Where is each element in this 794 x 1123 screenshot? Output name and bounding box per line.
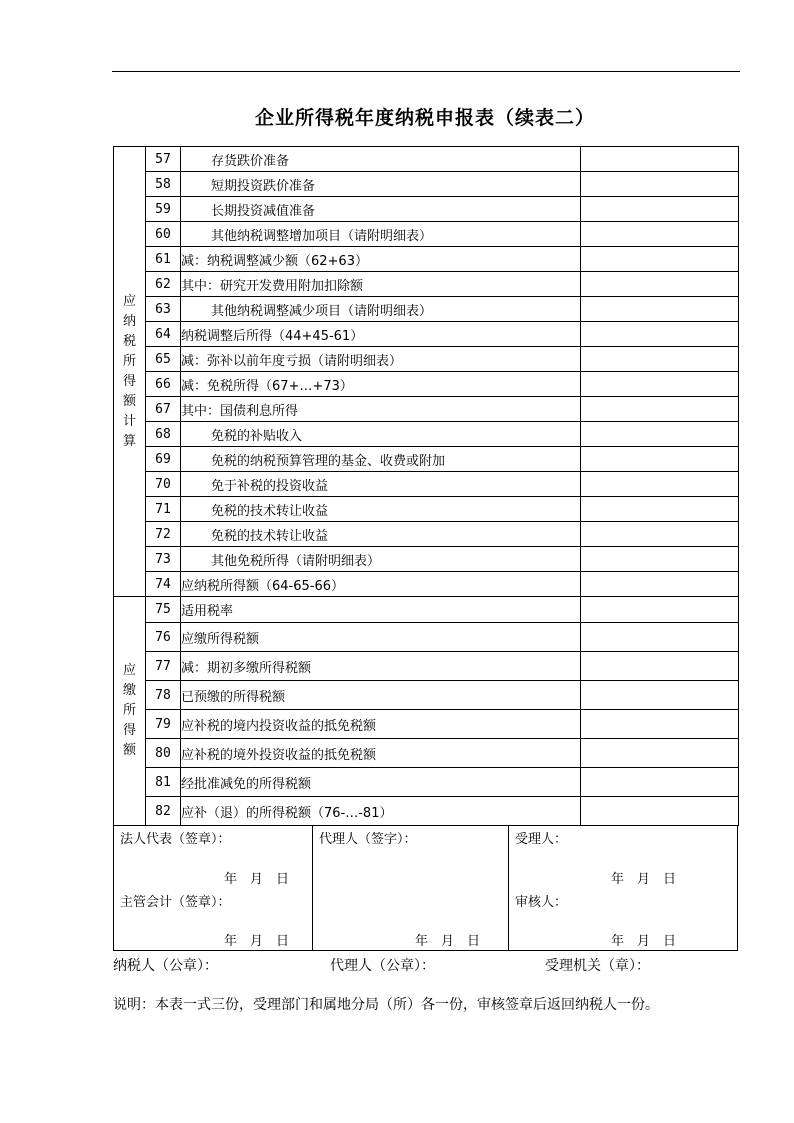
row-amount-cell[interactable] bbox=[581, 710, 739, 739]
table-row bbox=[114, 597, 739, 623]
row-amount-cell[interactable] bbox=[581, 472, 739, 497]
row-amount-cell[interactable] bbox=[581, 147, 739, 172]
row-number: 62 bbox=[146, 272, 181, 297]
signature-col-receiver bbox=[509, 825, 737, 950]
row-item-label: 已预缴的所得税额 bbox=[181, 681, 581, 710]
row-item-label: 免税的纳税预算管理的基金、收费或附加 bbox=[181, 447, 581, 472]
row-item-label: 存货跌价准备 bbox=[181, 147, 581, 172]
row-amount-cell[interactable] bbox=[581, 768, 739, 797]
section-char: 所 bbox=[122, 353, 136, 369]
row-number: 72 bbox=[146, 522, 181, 547]
table-row bbox=[114, 797, 739, 826]
row-amount-cell[interactable] bbox=[581, 347, 739, 372]
row-number: 68 bbox=[146, 422, 181, 447]
table-row bbox=[114, 247, 739, 272]
row-number: 82 bbox=[146, 797, 181, 826]
row-number: 76 bbox=[146, 623, 181, 652]
row-amount-cell[interactable] bbox=[581, 547, 739, 572]
section-char: 额 bbox=[122, 393, 136, 409]
date-label: 年 月 日 bbox=[224, 872, 290, 887]
table-row bbox=[114, 147, 739, 172]
footer-taxpayer-seal: 纳税人（公章）： bbox=[113, 958, 218, 974]
row-number: 63 bbox=[146, 297, 181, 322]
table-row bbox=[114, 497, 739, 522]
row-amount-cell[interactable] bbox=[581, 597, 739, 623]
section-taxable-income-calc bbox=[114, 147, 146, 597]
row-amount-cell[interactable] bbox=[581, 447, 739, 472]
table-row bbox=[114, 472, 739, 497]
row-number: 60 bbox=[146, 222, 181, 247]
row-amount-cell[interactable] bbox=[581, 247, 739, 272]
row-number: 74 bbox=[146, 572, 181, 597]
row-item-label: 纳税调整后所得（44+45-61） bbox=[181, 322, 581, 347]
row-item-label: 适用税率 bbox=[181, 597, 581, 623]
table-row bbox=[114, 322, 739, 347]
table-row bbox=[114, 397, 739, 422]
legal-rep-label: 法人代表（签章）： bbox=[120, 832, 231, 847]
row-item-label: 经批准减免的所得税额 bbox=[181, 768, 581, 797]
row-item-label: 应补税的境外投资收益的抵免税额 bbox=[181, 739, 581, 768]
row-number: 78 bbox=[146, 681, 181, 710]
row-number: 58 bbox=[146, 172, 181, 197]
row-item-label: 其他纳税调整增加项目（请附明细表） bbox=[181, 222, 581, 247]
row-amount-cell[interactable] bbox=[581, 522, 739, 547]
table-row bbox=[114, 422, 739, 447]
row-item-label: 应纳税所得额（64-65-66） bbox=[181, 572, 581, 597]
footer-authority-seal: 受理机关（章）： bbox=[545, 958, 650, 974]
row-amount-cell[interactable] bbox=[581, 397, 739, 422]
section-char: 纳 bbox=[122, 313, 136, 329]
row-amount-cell[interactable] bbox=[581, 497, 739, 522]
reviewer-label: 审核人： bbox=[515, 895, 568, 910]
row-amount-cell[interactable] bbox=[581, 681, 739, 710]
section-char: 税 bbox=[122, 333, 136, 349]
section-char: 算 bbox=[122, 433, 136, 449]
section-char: 得 bbox=[122, 723, 136, 738]
row-number: 65 bbox=[146, 347, 181, 372]
section-char: 所 bbox=[122, 703, 136, 718]
row-number: 57 bbox=[146, 147, 181, 172]
row-number: 73 bbox=[146, 547, 181, 572]
table-row bbox=[114, 522, 739, 547]
row-amount-cell[interactable] bbox=[581, 297, 739, 322]
row-amount-cell[interactable] bbox=[581, 739, 739, 768]
row-item-label: 应缴所得税额 bbox=[181, 623, 581, 652]
row-number: 61 bbox=[146, 247, 181, 272]
row-item-label: 免税的补贴收入 bbox=[181, 422, 581, 447]
table-row bbox=[114, 222, 739, 247]
row-number: 80 bbox=[146, 739, 181, 768]
table-row bbox=[114, 347, 739, 372]
table-row bbox=[114, 197, 739, 222]
row-item-label: 其中：国债利息所得 bbox=[181, 397, 581, 422]
section-char: 额 bbox=[122, 743, 136, 758]
row-item-label: 其他纳税调整减少项目（请附明细表） bbox=[181, 297, 581, 322]
row-number: 66 bbox=[146, 372, 181, 397]
chief-accountant-label: 主管会计（签章）： bbox=[120, 895, 231, 910]
table-row bbox=[114, 547, 739, 572]
row-item-label: 应补（退）的所得税额（76-…-81） bbox=[181, 797, 581, 826]
row-number: 59 bbox=[146, 197, 181, 222]
row-amount-cell[interactable] bbox=[581, 322, 739, 347]
instructions-note: 说明：本表一式三份，受理部门和属地分局（所）各一份，审核签章后返回纳税人一份。 bbox=[113, 997, 659, 1013]
row-number: 81 bbox=[146, 768, 181, 797]
row-item-label: 其他免税所得（请附明细表） bbox=[181, 547, 581, 572]
row-amount-cell[interactable] bbox=[581, 652, 739, 681]
row-item-label: 长期投资减值准备 bbox=[181, 197, 581, 222]
table-row bbox=[114, 710, 739, 739]
table-row bbox=[114, 272, 739, 297]
row-amount-cell[interactable] bbox=[581, 372, 739, 397]
row-item-label: 减：免税所得（67+…+73） bbox=[181, 372, 581, 397]
section-char: 得 bbox=[122, 373, 136, 389]
row-item-label: 免税的技术转让收益 bbox=[181, 522, 581, 547]
row-number: 77 bbox=[146, 652, 181, 681]
row-item-label: 减：期初多缴所得税额 bbox=[181, 652, 581, 681]
row-amount-cell[interactable] bbox=[581, 797, 739, 826]
declaration-table bbox=[113, 146, 739, 826]
table-row bbox=[114, 623, 739, 652]
row-amount-cell[interactable] bbox=[581, 172, 739, 197]
row-item-label: 其中：研究开发费用附加扣除额 bbox=[181, 272, 581, 297]
table-row bbox=[114, 297, 739, 322]
row-amount-cell[interactable] bbox=[581, 272, 739, 297]
date-label: 年 月 日 bbox=[415, 934, 481, 949]
row-amount-cell[interactable] bbox=[581, 623, 739, 652]
row-amount-cell[interactable] bbox=[581, 197, 739, 222]
row-amount-cell[interactable] bbox=[581, 222, 739, 247]
row-item-label: 免于补税的投资收益 bbox=[181, 472, 581, 497]
row-amount-cell[interactable] bbox=[581, 422, 739, 447]
section-tax-payable bbox=[114, 597, 146, 826]
section-char: 计 bbox=[122, 413, 136, 429]
row-number: 71 bbox=[146, 497, 181, 522]
table-row bbox=[114, 768, 739, 797]
section-char: 缴 bbox=[122, 683, 136, 698]
row-number: 64 bbox=[146, 322, 181, 347]
page-title: 企业所得税年度纳税申报表（续表二） bbox=[254, 107, 595, 129]
receiver-label: 受理人： bbox=[515, 832, 568, 847]
row-number: 75 bbox=[146, 597, 181, 623]
date-label: 年 月 日 bbox=[611, 872, 677, 887]
row-number: 67 bbox=[146, 397, 181, 422]
agent-sign-label: 代理人（签字）： bbox=[319, 832, 417, 847]
row-number: 79 bbox=[146, 710, 181, 739]
footer-agent-seal: 代理人（公章）： bbox=[330, 958, 435, 974]
date-label: 年 月 日 bbox=[611, 934, 677, 949]
table-row bbox=[114, 447, 739, 472]
header-rule bbox=[112, 71, 740, 72]
row-item-label: 减：弥补以前年度亏损（请附明细表） bbox=[181, 347, 581, 372]
signature-col-agent bbox=[313, 825, 509, 950]
signature-col-legal bbox=[114, 825, 313, 950]
table-row bbox=[114, 652, 739, 681]
table-row bbox=[114, 172, 739, 197]
row-item-label: 短期投资跌价准备 bbox=[181, 172, 581, 197]
table-row bbox=[114, 681, 739, 710]
signature-block bbox=[113, 825, 738, 951]
row-item-label: 应补税的境内投资收益的抵免税额 bbox=[181, 710, 581, 739]
table-row bbox=[114, 572, 739, 597]
date-label: 年 月 日 bbox=[224, 934, 290, 949]
row-amount-cell[interactable] bbox=[581, 572, 739, 597]
row-item-label: 免税的技术转让收益 bbox=[181, 497, 581, 522]
table-row bbox=[114, 372, 739, 397]
section-char: 应 bbox=[122, 293, 136, 309]
row-number: 70 bbox=[146, 472, 181, 497]
table-row bbox=[114, 739, 739, 768]
section-char: 应 bbox=[122, 663, 136, 678]
row-item-label: 减：纳税调整减少额（62+63） bbox=[181, 247, 581, 272]
row-number: 69 bbox=[146, 447, 181, 472]
